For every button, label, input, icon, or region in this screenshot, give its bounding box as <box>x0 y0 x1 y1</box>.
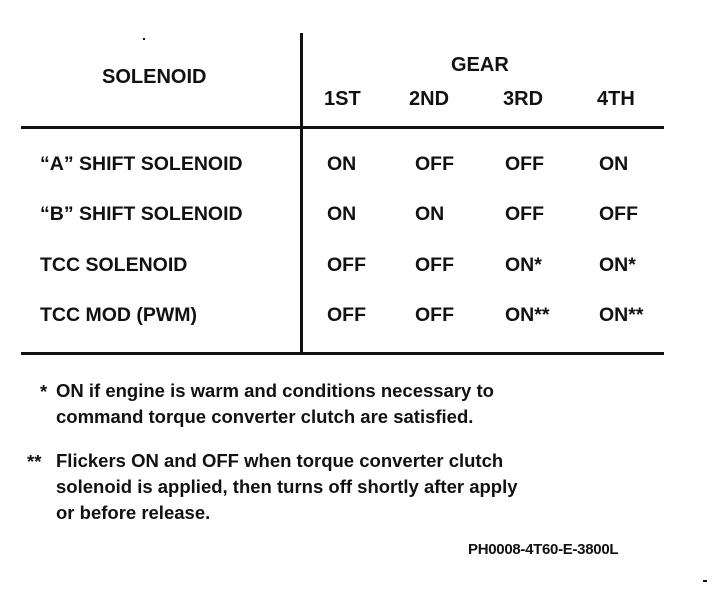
row-b-2nd: ON <box>415 203 445 225</box>
row-tcc-mod-4th: ON** <box>599 304 644 326</box>
column-divider <box>300 33 303 353</box>
row-a-3rd: OFF <box>505 153 544 175</box>
bottom-rule <box>21 352 664 355</box>
row-tcc-mod-2nd: OFF <box>415 304 454 326</box>
gear-3rd-header: 3RD <box>503 88 544 110</box>
row-a-2nd: OFF <box>415 153 454 175</box>
row-b-1st: ON <box>327 203 357 225</box>
footnote-1-line-2: command torque converter clutch are satisfied. <box>56 406 474 427</box>
footnote-2-line-3: or before release. <box>56 502 211 523</box>
row-tcc-3rd: ON* <box>505 254 542 276</box>
row-b-3rd: OFF <box>505 203 544 225</box>
row-tcc-mod-label: TCC MOD (PWM) <box>40 304 198 326</box>
scan-speck <box>703 580 707 582</box>
footnote-2-line-2: solenoid is applied, then turns off shortly after apply <box>56 476 518 497</box>
row-a-1st: ON <box>327 153 357 175</box>
figure-reference: PH0008-4T60-E-3800L <box>468 541 619 558</box>
header-rule <box>21 126 664 129</box>
row-a-shift-label: “A” SHIFT SOLENOID <box>40 153 243 175</box>
footnote-2-mark: ** <box>27 451 42 472</box>
row-a-4th: ON <box>599 153 629 175</box>
gear-1st-header: 1ST <box>324 88 361 110</box>
gear-4th-header: 4TH <box>597 88 635 110</box>
gear-header: GEAR <box>451 54 509 76</box>
row-tcc-1st: OFF <box>327 254 366 276</box>
footnote-1-line-1: ON if engine is warm and conditions necessary to <box>56 380 494 401</box>
row-tcc-mod-1st: OFF <box>327 304 366 326</box>
row-b-4th: OFF <box>599 203 638 225</box>
row-tcc-solenoid-label: TCC SOLENOID <box>40 254 188 276</box>
footnote-1-mark: * <box>40 381 48 402</box>
gear-2nd-header: 2ND <box>409 88 450 110</box>
row-tcc-2nd: OFF <box>415 254 454 276</box>
scan-speck <box>143 38 145 40</box>
row-b-shift-label: “B” SHIFT SOLENOID <box>40 203 243 225</box>
row-tcc-mod-3rd: ON** <box>505 304 550 326</box>
footnote-2-line-1: Flickers ON and OFF when torque converter clutch <box>56 450 504 471</box>
row-tcc-4th: ON* <box>599 254 636 276</box>
solenoid-header: SOLENOID <box>102 66 207 88</box>
